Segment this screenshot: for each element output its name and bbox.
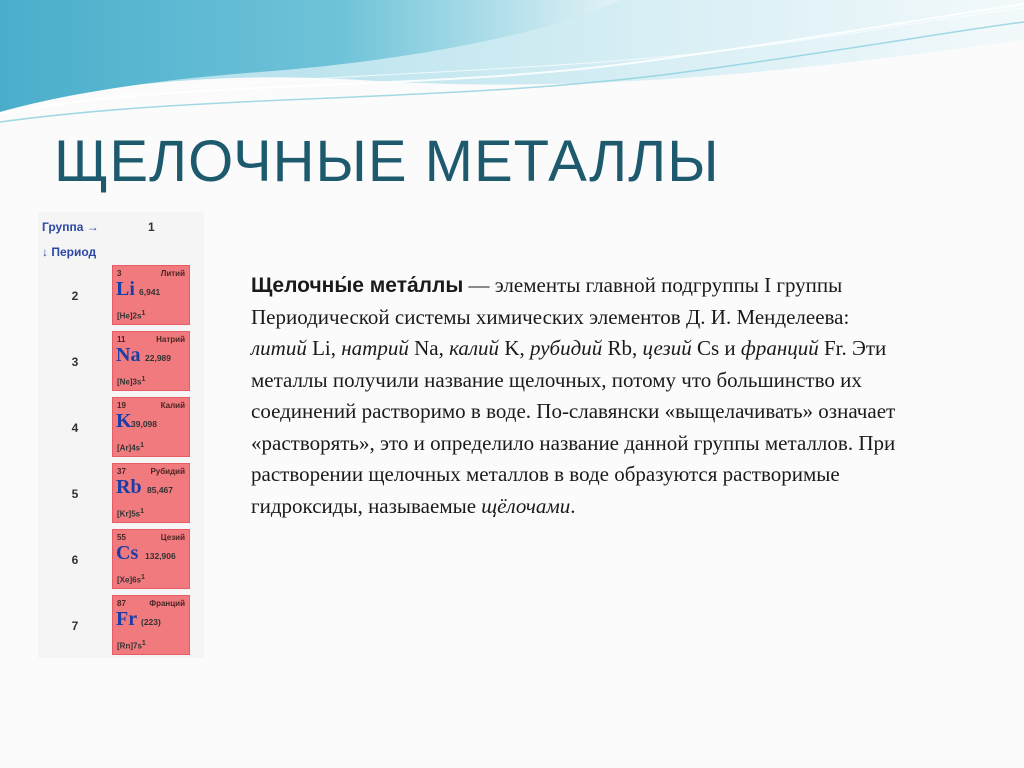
period-number: 7 [71, 619, 79, 633]
element-symbol: Na [116, 344, 141, 366]
config-core: [He]2s [117, 311, 142, 321]
element-name: Франций [149, 599, 185, 608]
italic-term: рубидий [529, 336, 603, 360]
group-number: 1 [148, 220, 155, 234]
element-symbol: Fr [116, 608, 138, 630]
electron-config [117, 508, 144, 519]
element-symbol: Rb [116, 476, 142, 498]
electron-config [117, 310, 145, 321]
atomic-number: 55 [117, 533, 126, 542]
slide-title: ЩЕЛОЧНЫЕ МЕТАЛЛЫ [54, 129, 720, 194]
element-name: Литий [160, 269, 185, 278]
config-core: [Rn]7s [117, 641, 142, 651]
wave-decoration [0, 0, 1024, 130]
text-run: Rb, [602, 336, 643, 360]
italic-term: литий [251, 336, 307, 360]
element-name: Рубидий [150, 467, 185, 476]
element-cell [112, 463, 190, 523]
atomic-number: 19 [117, 401, 126, 410]
description-text [251, 270, 906, 522]
element-cell [112, 529, 190, 589]
config-core: [Kr]5s [117, 509, 141, 519]
electron-config [117, 376, 145, 387]
group-header: Группа → [42, 220, 99, 234]
lead-term: Щелочны́е мета́ллы [251, 274, 464, 297]
config-core: [Ar]4s [117, 443, 141, 453]
element-cell [112, 397, 190, 457]
electron-config [117, 442, 144, 453]
atomic-number: 87 [117, 599, 126, 608]
atomic-mass: 39,098 [131, 419, 157, 429]
atomic-number: 3 [117, 269, 122, 278]
atomic-mass: 132,906 [145, 551, 176, 561]
config-exponent: 1 [141, 574, 145, 581]
config-exponent: 1 [140, 442, 145, 449]
text-run: — элементы главной подгруппы I группы Периодической системы химических элементов Д. И. Менделеева: [251, 273, 850, 329]
italic-term: щёлочами [481, 493, 571, 518]
element-name: Цезий [160, 533, 185, 542]
electron-config [117, 574, 145, 585]
element-symbol: Cs [116, 542, 139, 564]
element-symbol: Li [116, 278, 135, 300]
periodic-table-fragment [38, 212, 204, 658]
period-number: 2 [71, 289, 79, 303]
atomic-mass: 22,989 [145, 353, 171, 363]
element-name: Калий [160, 401, 185, 410]
period-number: 3 [71, 355, 79, 369]
text-run: Cs и [691, 336, 741, 360]
config-core: [Xe]6s [117, 575, 142, 585]
config-core: [Ne]3s [117, 377, 142, 387]
config-exponent: 1 [140, 508, 145, 515]
period-header: ↓ Период [42, 245, 97, 259]
period-number: 5 [71, 487, 79, 501]
element-symbol: K [116, 410, 132, 432]
atomic-number: 37 [117, 467, 126, 476]
italic-term: калий [449, 336, 500, 360]
period-number: 6 [71, 553, 79, 567]
text-run: Na, [408, 336, 450, 360]
atomic-mass: 85,467 [147, 485, 173, 495]
config-exponent: 1 [141, 310, 146, 317]
text-run: . [570, 493, 576, 518]
element-name: Натрий [156, 335, 185, 344]
atomic-mass: 6,941 [139, 287, 161, 297]
text-run: K, [499, 336, 530, 360]
italic-term: цезий [642, 336, 692, 360]
text-run: Li, [306, 336, 342, 360]
period-number: 4 [71, 421, 79, 435]
element-cell [112, 265, 190, 325]
italic-term: натрий [341, 336, 409, 360]
element-cell [112, 595, 190, 655]
italic-term: франций [740, 336, 819, 360]
config-exponent: 1 [141, 640, 146, 647]
atomic-number: 11 [117, 335, 126, 344]
electron-config [117, 640, 146, 651]
element-cell [112, 331, 190, 391]
text-run: Fr. Эти металлы получили название щелочных, потому что большинство их соединений растворимо в воде. По-славянски «выщелачивать» означает «растворять», это и определило название данной группы металлов. При растворении щелочных металлов в воде образуются растворимые гидроксиды, называемые [251, 336, 896, 518]
config-exponent: 1 [141, 376, 146, 383]
atomic-mass: (223) [141, 617, 161, 627]
